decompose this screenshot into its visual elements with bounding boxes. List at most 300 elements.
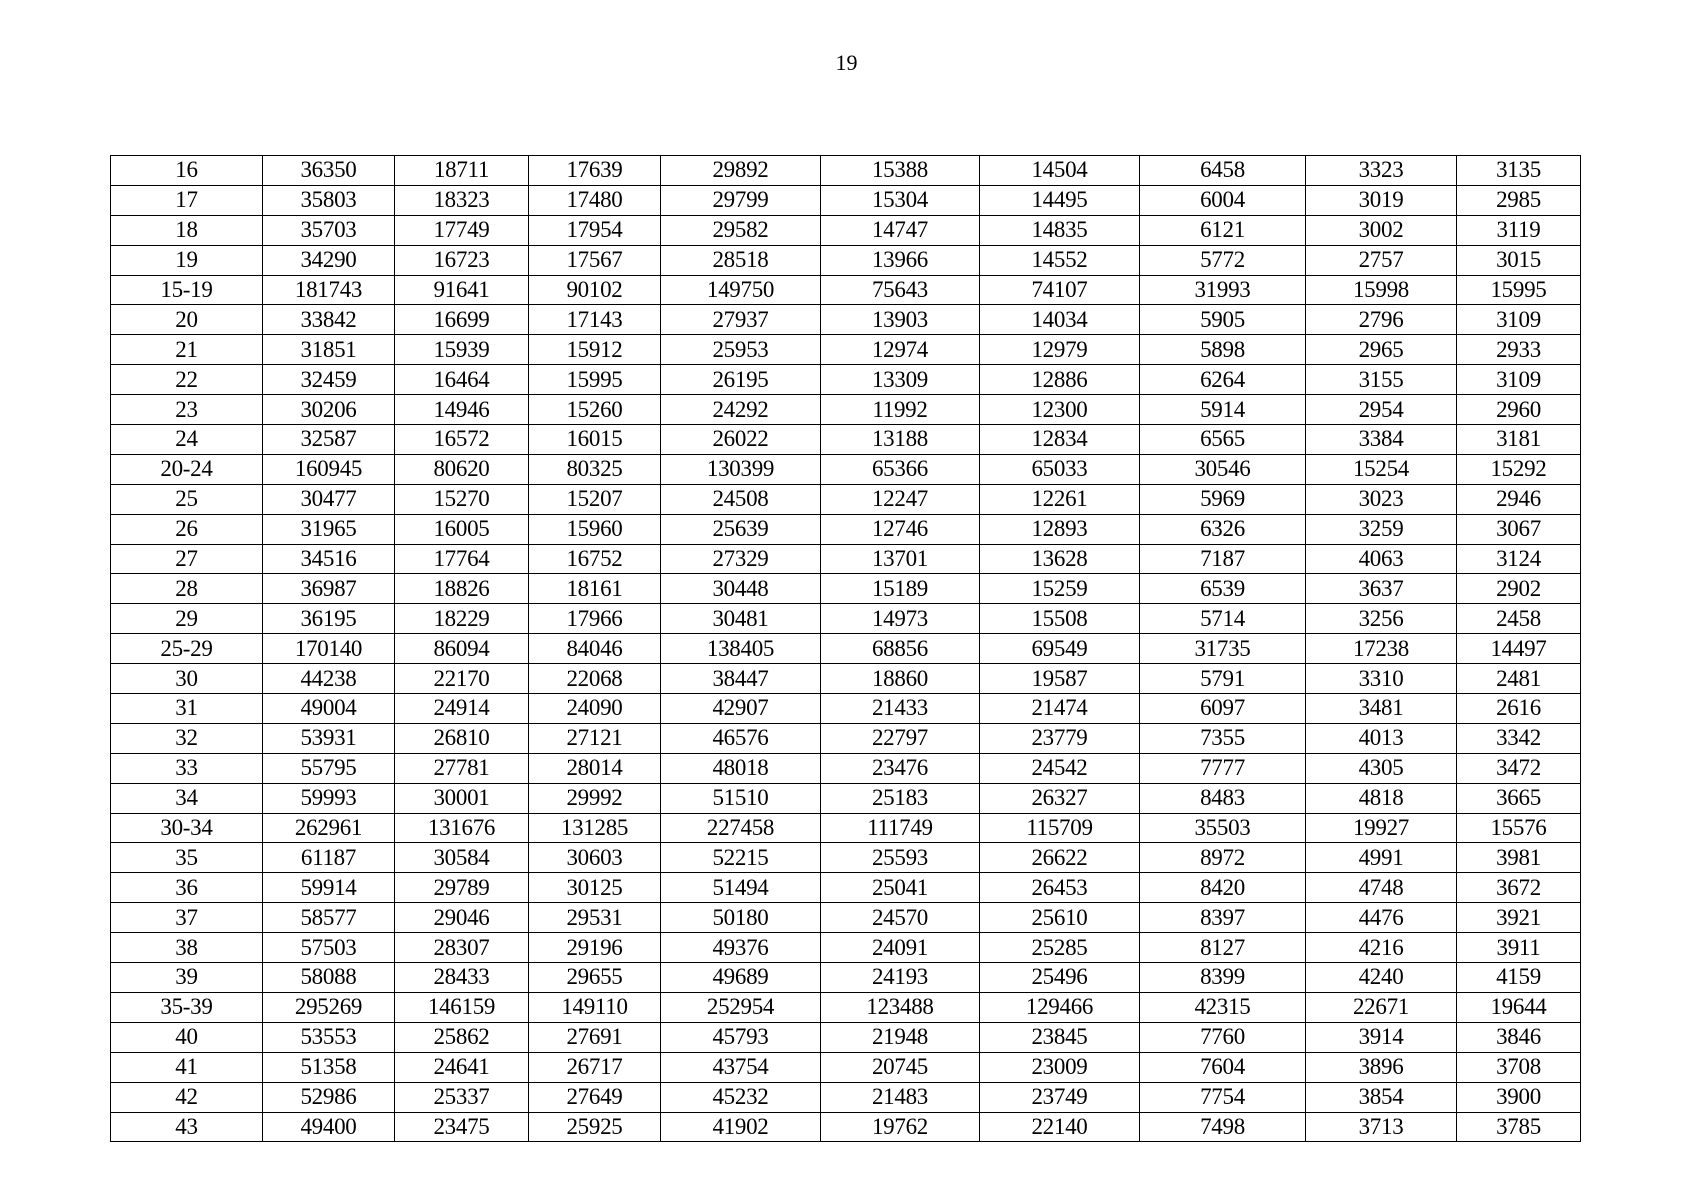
value-cell: 27937 — [661, 305, 821, 335]
value-cell: 7604 — [1140, 1052, 1306, 1082]
value-cell: 31851 — [263, 335, 395, 365]
value-cell: 3672 — [1457, 873, 1581, 903]
age-cell: 18 — [111, 215, 263, 245]
value-cell: 22797 — [821, 723, 980, 753]
value-cell: 28307 — [395, 933, 529, 963]
value-cell: 3637 — [1306, 574, 1457, 604]
population-table — [110, 155, 1581, 1142]
value-cell: 15270 — [395, 484, 529, 514]
value-cell: 31735 — [1140, 634, 1306, 664]
table-row — [111, 1082, 1581, 1112]
value-cell: 27691 — [529, 1022, 661, 1052]
value-cell: 24641 — [395, 1052, 529, 1082]
table-row — [111, 185, 1581, 215]
value-cell: 30481 — [661, 604, 821, 634]
value-cell: 3911 — [1457, 933, 1581, 963]
value-cell: 17639 — [529, 156, 661, 186]
value-cell: 123488 — [821, 992, 980, 1022]
value-cell: 252954 — [661, 992, 821, 1022]
value-cell: 75643 — [821, 275, 980, 305]
value-cell: 44238 — [263, 664, 395, 694]
table-row — [111, 753, 1581, 783]
value-cell: 4748 — [1306, 873, 1457, 903]
value-cell: 35703 — [263, 215, 395, 245]
value-cell: 90102 — [529, 275, 661, 305]
value-cell: 24193 — [821, 963, 980, 993]
value-cell: 3481 — [1306, 694, 1457, 724]
value-cell: 12979 — [980, 335, 1140, 365]
value-cell: 36987 — [263, 574, 395, 604]
value-cell: 29789 — [395, 873, 529, 903]
value-cell: 19762 — [821, 1112, 980, 1142]
value-cell: 23009 — [980, 1052, 1140, 1082]
value-cell: 17480 — [529, 185, 661, 215]
value-cell: 57503 — [263, 933, 395, 963]
value-cell: 43754 — [661, 1052, 821, 1082]
value-cell: 30448 — [661, 574, 821, 604]
value-cell: 14946 — [395, 395, 529, 425]
value-cell: 15259 — [980, 574, 1140, 604]
value-cell: 5791 — [1140, 664, 1306, 694]
table-row — [111, 843, 1581, 873]
value-cell: 34290 — [263, 245, 395, 275]
value-cell: 12261 — [980, 484, 1140, 514]
value-cell: 15998 — [1306, 275, 1457, 305]
age-cell: 16 — [111, 156, 263, 186]
value-cell: 24090 — [529, 694, 661, 724]
value-cell: 24570 — [821, 903, 980, 933]
value-cell: 8483 — [1140, 783, 1306, 813]
value-cell: 17567 — [529, 245, 661, 275]
value-cell: 6326 — [1140, 514, 1306, 544]
value-cell: 8397 — [1140, 903, 1306, 933]
table-row — [111, 395, 1581, 425]
table-row — [111, 664, 1581, 694]
value-cell: 41902 — [661, 1112, 821, 1142]
age-cell: 28 — [111, 574, 263, 604]
value-cell: 69549 — [980, 634, 1140, 664]
value-cell: 13628 — [980, 544, 1140, 574]
value-cell: 21948 — [821, 1022, 980, 1052]
value-cell: 21483 — [821, 1082, 980, 1112]
value-cell: 2458 — [1457, 604, 1581, 634]
value-cell: 65033 — [980, 454, 1140, 484]
value-cell: 6264 — [1140, 365, 1306, 395]
value-cell: 86094 — [395, 634, 529, 664]
value-cell: 26453 — [980, 873, 1140, 903]
value-cell: 4476 — [1306, 903, 1457, 933]
value-cell: 22671 — [1306, 992, 1457, 1022]
value-cell: 20745 — [821, 1052, 980, 1082]
value-cell: 22068 — [529, 664, 661, 694]
table-row — [111, 813, 1581, 843]
value-cell: 5914 — [1140, 395, 1306, 425]
value-cell: 14835 — [980, 215, 1140, 245]
value-cell: 30206 — [263, 395, 395, 425]
value-cell: 25183 — [821, 783, 980, 813]
value-cell: 3921 — [1457, 903, 1581, 933]
value-cell: 36350 — [263, 156, 395, 186]
value-cell: 8972 — [1140, 843, 1306, 873]
value-cell: 13903 — [821, 305, 980, 335]
value-cell: 15939 — [395, 335, 529, 365]
value-cell: 25496 — [980, 963, 1140, 993]
table-row — [111, 873, 1581, 903]
value-cell: 58577 — [263, 903, 395, 933]
value-cell: 17238 — [1306, 634, 1457, 664]
table-row — [111, 335, 1581, 365]
age-cell: 40 — [111, 1022, 263, 1052]
value-cell: 13701 — [821, 544, 980, 574]
value-cell: 5905 — [1140, 305, 1306, 335]
table-row — [111, 963, 1581, 993]
table-body — [111, 156, 1581, 1142]
value-cell: 68856 — [821, 634, 980, 664]
value-cell: 6004 — [1140, 185, 1306, 215]
value-cell: 131676 — [395, 813, 529, 843]
value-cell: 29992 — [529, 783, 661, 813]
table-row — [111, 245, 1581, 275]
age-cell: 25 — [111, 484, 263, 514]
value-cell: 3342 — [1457, 723, 1581, 753]
value-cell: 160945 — [263, 454, 395, 484]
value-cell: 17749 — [395, 215, 529, 245]
value-cell: 2757 — [1306, 245, 1457, 275]
value-cell: 23845 — [980, 1022, 1140, 1052]
value-cell: 33842 — [263, 305, 395, 335]
value-cell: 26810 — [395, 723, 529, 753]
value-cell: 7754 — [1140, 1082, 1306, 1112]
value-cell: 25285 — [980, 933, 1140, 963]
value-cell: 14497 — [1457, 634, 1581, 664]
value-cell: 3323 — [1306, 156, 1457, 186]
value-cell: 27649 — [529, 1082, 661, 1112]
value-cell: 181743 — [263, 275, 395, 305]
value-cell: 16572 — [395, 425, 529, 455]
value-cell: 12974 — [821, 335, 980, 365]
value-cell: 8420 — [1140, 873, 1306, 903]
value-cell: 3896 — [1306, 1052, 1457, 1082]
value-cell: 17954 — [529, 215, 661, 245]
value-cell: 4159 — [1457, 963, 1581, 993]
table-row — [111, 365, 1581, 395]
value-cell: 35803 — [263, 185, 395, 215]
value-cell: 18229 — [395, 604, 529, 634]
value-cell: 5714 — [1140, 604, 1306, 634]
value-cell: 15912 — [529, 335, 661, 365]
value-cell: 12834 — [980, 425, 1140, 455]
age-cell: 22 — [111, 365, 263, 395]
value-cell: 15207 — [529, 484, 661, 514]
value-cell: 2985 — [1457, 185, 1581, 215]
value-cell: 17966 — [529, 604, 661, 634]
age-cell: 20 — [111, 305, 263, 335]
value-cell: 12746 — [821, 514, 980, 544]
value-cell: 14747 — [821, 215, 980, 245]
value-cell: 111749 — [821, 813, 980, 843]
value-cell: 53553 — [263, 1022, 395, 1052]
value-cell: 25925 — [529, 1112, 661, 1142]
value-cell: 46576 — [661, 723, 821, 753]
table-row — [111, 723, 1581, 753]
age-cell: 23 — [111, 395, 263, 425]
value-cell: 7498 — [1140, 1112, 1306, 1142]
value-cell: 146159 — [395, 992, 529, 1022]
value-cell: 29196 — [529, 933, 661, 963]
value-cell: 3124 — [1457, 544, 1581, 574]
age-cell: 35 — [111, 843, 263, 873]
age-cell: 17 — [111, 185, 263, 215]
value-cell: 8399 — [1140, 963, 1306, 993]
value-cell: 25953 — [661, 335, 821, 365]
value-cell: 42315 — [1140, 992, 1306, 1022]
value-cell: 4240 — [1306, 963, 1457, 993]
value-cell: 24542 — [980, 753, 1140, 783]
value-cell: 30584 — [395, 843, 529, 873]
value-cell: 295269 — [263, 992, 395, 1022]
value-cell: 2946 — [1457, 484, 1581, 514]
value-cell: 25610 — [980, 903, 1140, 933]
value-cell: 15995 — [1457, 275, 1581, 305]
value-cell: 24091 — [821, 933, 980, 963]
value-cell: 49376 — [661, 933, 821, 963]
value-cell: 5969 — [1140, 484, 1306, 514]
value-cell: 2481 — [1457, 664, 1581, 694]
value-cell: 2796 — [1306, 305, 1457, 335]
value-cell: 29046 — [395, 903, 529, 933]
value-cell: 14973 — [821, 604, 980, 634]
table-row — [111, 634, 1581, 664]
value-cell: 29582 — [661, 215, 821, 245]
value-cell: 15508 — [980, 604, 1140, 634]
age-cell: 27 — [111, 544, 263, 574]
value-cell: 14504 — [980, 156, 1140, 186]
value-cell: 3019 — [1306, 185, 1457, 215]
value-cell: 7777 — [1140, 753, 1306, 783]
value-cell: 15254 — [1306, 454, 1457, 484]
table-row — [111, 604, 1581, 634]
value-cell: 24508 — [661, 484, 821, 514]
value-cell: 59993 — [263, 783, 395, 813]
value-cell: 3067 — [1457, 514, 1581, 544]
value-cell: 28518 — [661, 245, 821, 275]
value-cell: 32587 — [263, 425, 395, 455]
value-cell: 31993 — [1140, 275, 1306, 305]
value-cell: 4305 — [1306, 753, 1457, 783]
value-cell: 7760 — [1140, 1022, 1306, 1052]
value-cell: 16699 — [395, 305, 529, 335]
value-cell: 3135 — [1457, 156, 1581, 186]
value-cell: 8127 — [1140, 933, 1306, 963]
value-cell: 23749 — [980, 1082, 1140, 1112]
value-cell: 3472 — [1457, 753, 1581, 783]
value-cell: 4063 — [1306, 544, 1457, 574]
value-cell: 3900 — [1457, 1082, 1581, 1112]
value-cell: 3785 — [1457, 1112, 1581, 1142]
age-cell: 31 — [111, 694, 263, 724]
value-cell: 14552 — [980, 245, 1140, 275]
value-cell: 3002 — [1306, 215, 1457, 245]
value-cell: 16005 — [395, 514, 529, 544]
value-cell: 17143 — [529, 305, 661, 335]
value-cell: 32459 — [263, 365, 395, 395]
table-row — [111, 574, 1581, 604]
value-cell: 52215 — [661, 843, 821, 873]
value-cell: 130399 — [661, 454, 821, 484]
value-cell: 6458 — [1140, 156, 1306, 186]
value-cell: 55795 — [263, 753, 395, 783]
table-row — [111, 933, 1581, 963]
value-cell: 23779 — [980, 723, 1140, 753]
age-cell: 33 — [111, 753, 263, 783]
value-cell: 30603 — [529, 843, 661, 873]
age-cell: 24 — [111, 425, 263, 455]
age-cell: 37 — [111, 903, 263, 933]
value-cell: 18860 — [821, 664, 980, 694]
value-cell: 16723 — [395, 245, 529, 275]
value-cell: 22140 — [980, 1112, 1140, 1142]
value-cell: 25639 — [661, 514, 821, 544]
value-cell: 25337 — [395, 1082, 529, 1112]
value-cell: 18161 — [529, 574, 661, 604]
table-row — [111, 1022, 1581, 1052]
table-row — [111, 903, 1581, 933]
age-cell: 30 — [111, 664, 263, 694]
table-row — [111, 425, 1581, 455]
age-cell: 25-29 — [111, 634, 263, 664]
value-cell: 38447 — [661, 664, 821, 694]
value-cell: 23475 — [395, 1112, 529, 1142]
value-cell: 27781 — [395, 753, 529, 783]
value-cell: 3708 — [1457, 1052, 1581, 1082]
value-cell: 262961 — [263, 813, 395, 843]
value-cell: 4216 — [1306, 933, 1457, 963]
age-cell: 20-24 — [111, 454, 263, 484]
value-cell: 26327 — [980, 783, 1140, 813]
value-cell: 49004 — [263, 694, 395, 724]
value-cell: 51358 — [263, 1052, 395, 1082]
table-row — [111, 1052, 1581, 1082]
value-cell: 3846 — [1457, 1022, 1581, 1052]
value-cell: 30546 — [1140, 454, 1306, 484]
value-cell: 2965 — [1306, 335, 1457, 365]
value-cell: 3023 — [1306, 484, 1457, 514]
value-cell: 12300 — [980, 395, 1140, 425]
value-cell: 27121 — [529, 723, 661, 753]
value-cell: 138405 — [661, 634, 821, 664]
value-cell: 25041 — [821, 873, 980, 903]
value-cell: 30125 — [529, 873, 661, 903]
value-cell: 45232 — [661, 1082, 821, 1112]
value-cell: 14034 — [980, 305, 1140, 335]
value-cell: 30001 — [395, 783, 529, 813]
value-cell: 27329 — [661, 544, 821, 574]
age-cell: 42 — [111, 1082, 263, 1112]
value-cell: 30477 — [263, 484, 395, 514]
value-cell: 2954 — [1306, 395, 1457, 425]
value-cell: 149750 — [661, 275, 821, 305]
value-cell: 2960 — [1457, 395, 1581, 425]
value-cell: 29655 — [529, 963, 661, 993]
value-cell: 23476 — [821, 753, 980, 783]
value-cell: 3259 — [1306, 514, 1457, 544]
value-cell: 6539 — [1140, 574, 1306, 604]
value-cell: 15960 — [529, 514, 661, 544]
age-cell: 38 — [111, 933, 263, 963]
value-cell: 7355 — [1140, 723, 1306, 753]
value-cell: 3155 — [1306, 365, 1457, 395]
page-number: 19 — [835, 50, 858, 75]
value-cell: 34516 — [263, 544, 395, 574]
age-cell: 19 — [111, 245, 263, 275]
value-cell: 149110 — [529, 992, 661, 1022]
value-cell: 91641 — [395, 275, 529, 305]
value-cell: 25593 — [821, 843, 980, 873]
value-cell: 24292 — [661, 395, 821, 425]
value-cell: 15292 — [1457, 454, 1581, 484]
value-cell: 12886 — [980, 365, 1140, 395]
value-cell: 18711 — [395, 156, 529, 186]
age-cell: 34 — [111, 783, 263, 813]
value-cell: 13309 — [821, 365, 980, 395]
value-cell: 3181 — [1457, 425, 1581, 455]
value-cell: 15388 — [821, 156, 980, 186]
value-cell: 51510 — [661, 783, 821, 813]
value-cell: 17764 — [395, 544, 529, 574]
value-cell: 45793 — [661, 1022, 821, 1052]
table-row — [111, 275, 1581, 305]
value-cell: 170140 — [263, 634, 395, 664]
value-cell: 21474 — [980, 694, 1140, 724]
value-cell: 59914 — [263, 873, 395, 903]
value-cell: 15260 — [529, 395, 661, 425]
value-cell: 52986 — [263, 1082, 395, 1112]
value-cell: 3384 — [1306, 425, 1457, 455]
value-cell: 28014 — [529, 753, 661, 783]
value-cell: 16752 — [529, 544, 661, 574]
table-row — [111, 484, 1581, 514]
age-cell: 39 — [111, 963, 263, 993]
value-cell: 42907 — [661, 694, 821, 724]
table-row — [111, 544, 1581, 574]
age-cell: 30-34 — [111, 813, 263, 843]
value-cell: 15576 — [1457, 813, 1581, 843]
value-cell: 29799 — [661, 185, 821, 215]
value-cell: 3914 — [1306, 1022, 1457, 1052]
age-cell: 36 — [111, 873, 263, 903]
value-cell: 35503 — [1140, 813, 1306, 843]
value-cell: 4818 — [1306, 783, 1457, 813]
value-cell: 3981 — [1457, 843, 1581, 873]
value-cell: 131285 — [529, 813, 661, 843]
value-cell: 3256 — [1306, 604, 1457, 634]
value-cell: 227458 — [661, 813, 821, 843]
value-cell: 26195 — [661, 365, 821, 395]
table-row — [111, 1112, 1581, 1142]
value-cell: 49400 — [263, 1112, 395, 1142]
value-cell: 129466 — [980, 992, 1140, 1022]
table-row — [111, 514, 1581, 544]
value-cell: 15304 — [821, 185, 980, 215]
age-cell: 29 — [111, 604, 263, 634]
value-cell: 74107 — [980, 275, 1140, 305]
value-cell: 3109 — [1457, 305, 1581, 335]
value-cell: 2616 — [1457, 694, 1581, 724]
value-cell: 4991 — [1306, 843, 1457, 873]
value-cell: 15189 — [821, 574, 980, 604]
value-cell: 3854 — [1306, 1082, 1457, 1112]
table-row — [111, 305, 1581, 335]
